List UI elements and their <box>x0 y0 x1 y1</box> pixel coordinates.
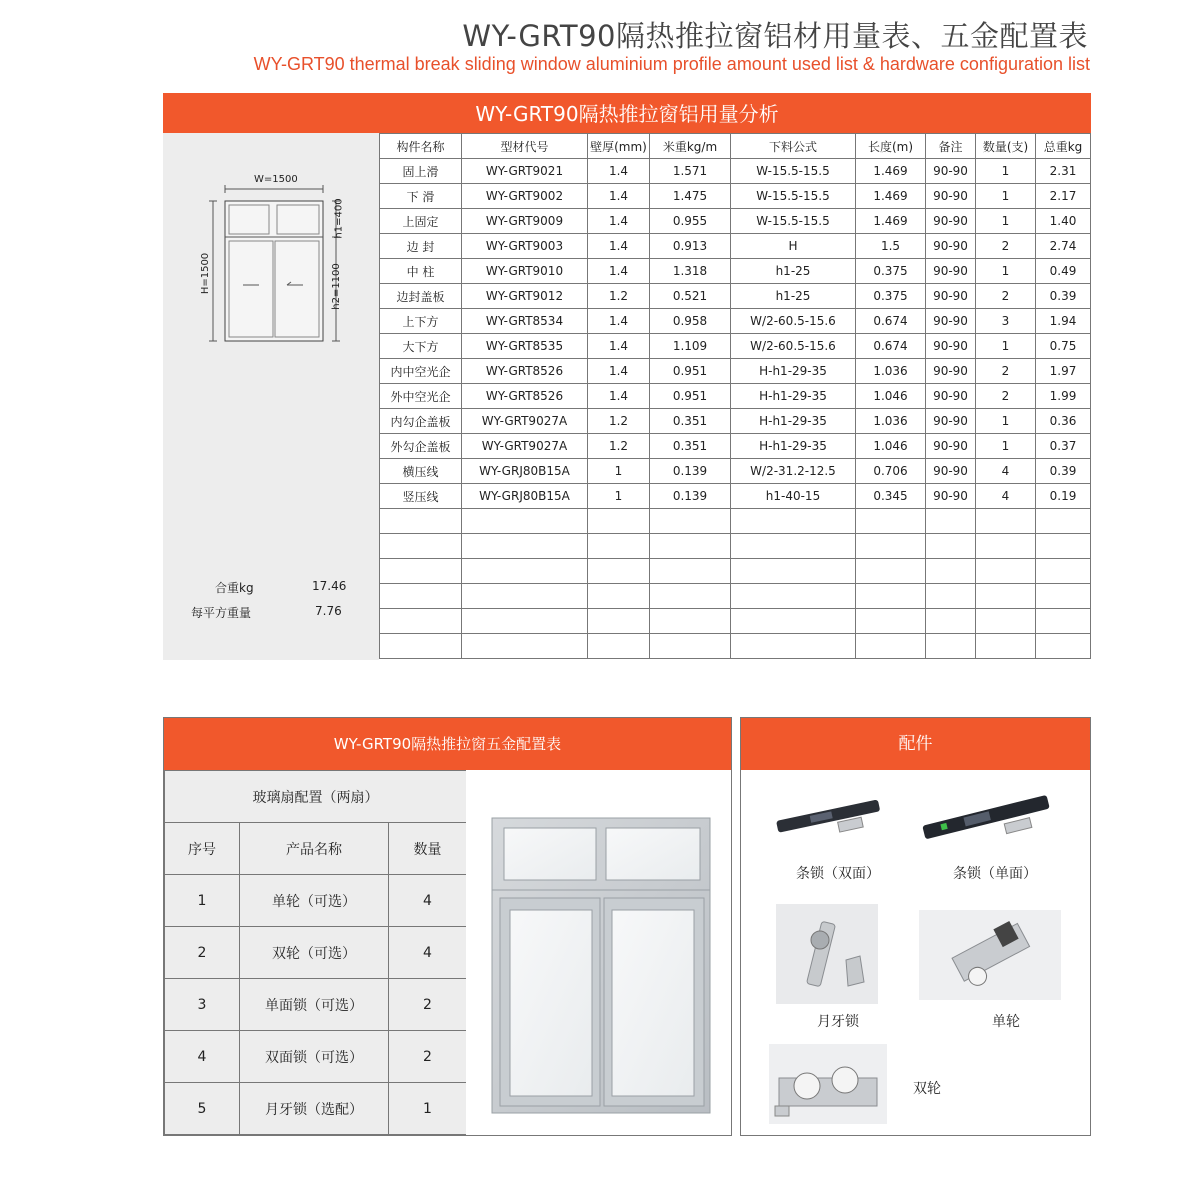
single-sided-lock-icon <box>917 786 1057 856</box>
usage-table-row <box>380 459 1091 484</box>
usage-table-cell: h1-25 <box>731 284 856 309</box>
usage-table-cell: W/2-60.5-15.6 <box>731 309 856 334</box>
usage-table-cell: 1.97 <box>1036 359 1091 384</box>
usage-table-row <box>380 509 1091 534</box>
usage-table-cell: 1.475 <box>650 184 731 209</box>
usage-table-cell <box>1036 634 1091 659</box>
usage-table-cell: 横压线 <box>380 459 462 484</box>
usage-header: WY-GRT90隔热推拉窗铝用量分析 <box>163 93 1091 133</box>
col-total-weight: 总重kg <box>1036 134 1091 159</box>
width-label: W=1500 <box>254 174 298 185</box>
usage-table-cell: 90-90 <box>926 159 976 184</box>
double-roller-label: 双轮 <box>913 1081 941 1097</box>
usage-table-cell: W/2-60.5-15.6 <box>731 334 856 359</box>
h1-label: h1=400 <box>333 198 345 239</box>
usage-table-row <box>380 434 1091 459</box>
usage-table-cell: 0.351 <box>650 409 731 434</box>
window-photo <box>466 770 731 1135</box>
usage-table-cell: WY-GRT9012 <box>462 284 588 309</box>
usage-table-cell: 0.39 <box>1036 459 1091 484</box>
usage-table-cell: 90-90 <box>926 234 976 259</box>
usage-table-row <box>380 534 1091 559</box>
usage-table-cell: W-15.5-15.5 <box>731 184 856 209</box>
usage-table-cell: 1 <box>976 409 1036 434</box>
window-drawing-panel <box>163 133 379 660</box>
usage-table-cell: WY-GRT8534 <box>462 309 588 334</box>
usage-table-row <box>380 234 1091 259</box>
usage-table-cell: 90-90 <box>926 484 976 509</box>
hardware-table-row <box>165 1031 467 1083</box>
usage-table-cell: 1 <box>976 184 1036 209</box>
hardware-table-cell: 月牙锁（选配） <box>240 1083 389 1135</box>
usage-table-cell: 0.674 <box>856 334 926 359</box>
usage-table-cell: 0.951 <box>650 359 731 384</box>
usage-table-cell <box>380 634 462 659</box>
usage-table-cell: 0.345 <box>856 484 926 509</box>
usage-table-cell: 1 <box>588 459 650 484</box>
usage-table-cell <box>650 534 731 559</box>
hardware-table-cell: 4 <box>165 1031 240 1083</box>
usage-table-cell: 1.046 <box>856 384 926 409</box>
usage-table-cell: WY-GRT9021 <box>462 159 588 184</box>
usage-table-cell: 1.2 <box>588 284 650 309</box>
usage-table-cell <box>380 509 462 534</box>
usage-table-cell: 内勾企盖板 <box>380 409 462 434</box>
usage-table-cell: 竖压线 <box>380 484 462 509</box>
hardware-table-cell: 2 <box>165 927 240 979</box>
usage-table-cell <box>976 609 1036 634</box>
usage-table-cell: 0.674 <box>856 309 926 334</box>
usage-table-cell: 0.36 <box>1036 409 1091 434</box>
col-hw-quantity: 数量 <box>389 823 467 875</box>
total-weight-label: 合重kg <box>215 581 254 595</box>
usage-table-cell: 1.4 <box>588 359 650 384</box>
usage-table-cell: 1.2 <box>588 434 650 459</box>
crescent-lock-icon <box>776 904 878 1004</box>
usage-table-cell: 1.036 <box>856 359 926 384</box>
usage-table-row <box>380 184 1091 209</box>
accessories-section <box>740 717 1091 1136</box>
usage-table-cell: 下 滑 <box>380 184 462 209</box>
usage-table-cell <box>1036 509 1091 534</box>
usage-table-cell: 上下方 <box>380 309 462 334</box>
usage-table-cell <box>380 609 462 634</box>
usage-table-cell: 2 <box>976 284 1036 309</box>
usage-table-cell: 1 <box>976 159 1036 184</box>
col-length: 长度(m) <box>856 134 926 159</box>
usage-table-cell: h1-40-15 <box>731 484 856 509</box>
usage-table-cell <box>462 534 588 559</box>
hardware-table-row <box>165 875 467 927</box>
usage-table-header <box>380 134 1091 159</box>
usage-table-cell: 2.31 <box>1036 159 1091 184</box>
usage-table-cell: 外中空光企 <box>380 384 462 409</box>
usage-table-cell <box>976 634 1036 659</box>
usage-table-cell: h1-25 <box>731 259 856 284</box>
usage-table-cell: 1.318 <box>650 259 731 284</box>
usage-table-cell: 边封盖板 <box>380 284 462 309</box>
double-sided-lock-icon <box>771 790 887 850</box>
usage-table-cell: WY-GRJ80B15A <box>462 484 588 509</box>
usage-table-cell <box>462 634 588 659</box>
usage-table-cell: WY-GRT9003 <box>462 234 588 259</box>
hardware-table-row <box>165 1083 467 1135</box>
col-serial: 序号 <box>165 823 240 875</box>
usage-table-cell: 1.4 <box>588 309 650 334</box>
usage-table-cell <box>731 584 856 609</box>
usage-table-cell: 中 柱 <box>380 259 462 284</box>
usage-table-cell: W-15.5-15.5 <box>731 159 856 184</box>
usage-table-cell: 0.375 <box>856 259 926 284</box>
page-title-cn: WY-GRT90隔热推拉窗铝材用量表、五金配置表 <box>462 19 1088 53</box>
double-roller-icon <box>769 1044 887 1124</box>
hardware-table-cell: 2 <box>389 1031 467 1083</box>
usage-table-cell: 1.109 <box>650 334 731 359</box>
col-remark: 备注 <box>926 134 976 159</box>
usage-table-row <box>380 259 1091 284</box>
col-product-name: 产品名称 <box>240 823 389 875</box>
usage-table-cell: WY-GRT9027A <box>462 409 588 434</box>
col-quantity: 数量(支) <box>976 134 1036 159</box>
usage-table-cell <box>462 509 588 534</box>
usage-table-row <box>380 359 1091 384</box>
profile-usage-table <box>379 133 1091 659</box>
usage-table-cell: 90-90 <box>926 334 976 359</box>
usage-table-cell <box>856 609 926 634</box>
usage-table-cell: 90-90 <box>926 384 976 409</box>
col-profile-code: 型材代号 <box>462 134 588 159</box>
usage-table-row <box>380 159 1091 184</box>
hardware-table-cell: 1 <box>389 1083 467 1135</box>
usage-table-cell <box>462 584 588 609</box>
usage-table-cell <box>856 509 926 534</box>
usage-table-cell: 0.375 <box>856 284 926 309</box>
usage-table-cell <box>976 584 1036 609</box>
usage-table-cell: 4 <box>976 459 1036 484</box>
usage-table-cell <box>650 584 731 609</box>
usage-table-cell: 0.39 <box>1036 284 1091 309</box>
usage-table-cell: 90-90 <box>926 284 976 309</box>
usage-table-cell <box>650 559 731 584</box>
usage-table-cell: WY-GRT8526 <box>462 359 588 384</box>
usage-table-cell: 1.2 <box>588 409 650 434</box>
usage-table-cell: 1.469 <box>856 209 926 234</box>
usage-table-cell: 1 <box>976 434 1036 459</box>
usage-table-cell <box>380 559 462 584</box>
hardware-table-cell: 双面锁（可选） <box>240 1031 389 1083</box>
usage-table-cell <box>926 609 976 634</box>
usage-table-cell <box>731 534 856 559</box>
usage-table-cell: 0.75 <box>1036 334 1091 359</box>
usage-table-cell: 90-90 <box>926 209 976 234</box>
usage-table-row <box>380 284 1091 309</box>
usage-table-cell <box>856 634 926 659</box>
usage-table-cell: 1 <box>976 259 1036 284</box>
usage-table-cell: W-15.5-15.5 <box>731 209 856 234</box>
hardware-table-cell: 单面锁（可选） <box>240 979 389 1031</box>
usage-table-cell <box>856 534 926 559</box>
usage-table-cell: 0.37 <box>1036 434 1091 459</box>
usage-table-cell: 外勾企盖板 <box>380 434 462 459</box>
usage-table-cell <box>926 534 976 559</box>
usage-table-cell <box>1036 584 1091 609</box>
usage-table-cell <box>380 534 462 559</box>
usage-table-cell: 1.469 <box>856 184 926 209</box>
usage-table-cell: 1 <box>588 484 650 509</box>
usage-table-cell <box>650 609 731 634</box>
usage-table-cell: 1.4 <box>588 334 650 359</box>
usage-table-cell: 1.4 <box>588 234 650 259</box>
usage-table-cell: 90-90 <box>926 309 976 334</box>
usage-table-cell: 1.4 <box>588 159 650 184</box>
usage-table-cell: 2.17 <box>1036 184 1091 209</box>
usage-table-cell: 2 <box>976 384 1036 409</box>
usage-table-cell <box>976 559 1036 584</box>
usage-table-cell: 内中空光企 <box>380 359 462 384</box>
usage-table-cell: 0.139 <box>650 459 731 484</box>
usage-table-cell: 90-90 <box>926 434 976 459</box>
usage-table-cell: 0.19 <box>1036 484 1091 509</box>
usage-table-cell: 1.4 <box>588 209 650 234</box>
usage-table-cell: 3 <box>976 309 1036 334</box>
height-label: H=1500 <box>200 252 212 295</box>
hardware-table-cell: 2 <box>389 979 467 1031</box>
usage-table-cell: H <box>731 234 856 259</box>
usage-table-cell <box>588 634 650 659</box>
usage-table-cell: WY-GRT8526 <box>462 384 588 409</box>
usage-table-cell: 1.99 <box>1036 384 1091 409</box>
hardware-config-table <box>164 770 467 1135</box>
usage-table-cell: WY-GRT9027A <box>462 434 588 459</box>
usage-table-row <box>380 334 1091 359</box>
hardware-table-row <box>165 979 467 1031</box>
usage-table-cell <box>588 534 650 559</box>
usage-table-cell: 0.351 <box>650 434 731 459</box>
usage-table-cell: 1.571 <box>650 159 731 184</box>
total-weight-value: 17.46 <box>312 579 347 593</box>
usage-table-cell <box>1036 559 1091 584</box>
hardware-table-row <box>165 927 467 979</box>
hardware-table-cell: 1 <box>165 875 240 927</box>
usage-table-cell: 1 <box>976 334 1036 359</box>
col-weight-per-meter: 米重kg/m <box>650 134 731 159</box>
usage-table-cell <box>976 534 1036 559</box>
usage-table-cell: 上固定 <box>380 209 462 234</box>
glass-sash-config-label: 玻璃扇配置（两扇） <box>165 771 467 823</box>
hardware-table-cell: 3 <box>165 979 240 1031</box>
usage-table-cell <box>1036 609 1091 634</box>
usage-table-cell: WY-GRT9002 <box>462 184 588 209</box>
usage-table-cell: 0.521 <box>650 284 731 309</box>
usage-table-cell <box>731 634 856 659</box>
usage-table-cell: 0.49 <box>1036 259 1091 284</box>
usage-table-cell: 4 <box>976 484 1036 509</box>
usage-table-cell: 90-90 <box>926 359 976 384</box>
usage-table-cell: 0.955 <box>650 209 731 234</box>
usage-table-cell: H-h1-29-35 <box>731 384 856 409</box>
usage-table-cell: 0.951 <box>650 384 731 409</box>
usage-table-cell: 90-90 <box>926 259 976 284</box>
usage-table-cell <box>731 609 856 634</box>
usage-table-cell <box>856 559 926 584</box>
usage-table-cell: 大下方 <box>380 334 462 359</box>
usage-table-cell <box>976 509 1036 534</box>
usage-table-cell <box>926 634 976 659</box>
usage-table-cell: 0.706 <box>856 459 926 484</box>
usage-table-cell: WY-GRT9009 <box>462 209 588 234</box>
usage-table-cell: W/2-31.2-12.5 <box>731 459 856 484</box>
usage-table-cell: 1.4 <box>588 384 650 409</box>
usage-table-cell: H-h1-29-35 <box>731 359 856 384</box>
usage-table-cell: 1.036 <box>856 409 926 434</box>
usage-table-cell <box>650 509 731 534</box>
page-title-en: WY-GRT90 thermal break sliding window aluminium profile amount used list & hardware configuration list <box>253 54 1090 74</box>
usage-table-cell: 1.5 <box>856 234 926 259</box>
usage-table-cell: H-h1-29-35 <box>731 434 856 459</box>
col-cutting-formula: 下料公式 <box>731 134 856 159</box>
hardware-header: WY-GRT90隔热推拉窗五金配置表 <box>164 718 731 770</box>
usage-table-cell: 90-90 <box>926 184 976 209</box>
usage-table-cell: 90-90 <box>926 409 976 434</box>
usage-table-cell <box>731 559 856 584</box>
profile-usage-section <box>163 93 1091 660</box>
usage-table-cell <box>731 509 856 534</box>
usage-table-cell: 0.958 <box>650 309 731 334</box>
usage-table-cell: 边 封 <box>380 234 462 259</box>
usage-table-cell <box>650 634 731 659</box>
usage-table-cell: 2 <box>976 359 1036 384</box>
sliding-window-image <box>466 770 731 1135</box>
hardware-table-cell: 单轮（可选） <box>240 875 389 927</box>
usage-table-cell: WY-GRT9010 <box>462 259 588 284</box>
hardware-table-cell: 4 <box>389 875 467 927</box>
usage-table-row <box>380 484 1091 509</box>
usage-table-cell: 90-90 <box>926 459 976 484</box>
usage-table-row <box>380 209 1091 234</box>
double-sided-lock-label: 条锁（双面） <box>796 866 880 882</box>
usage-table-cell: 1 <box>976 209 1036 234</box>
usage-table-cell <box>588 584 650 609</box>
usage-table-row <box>380 584 1091 609</box>
usage-table-row <box>380 634 1091 659</box>
hardware-table-cell: 4 <box>389 927 467 979</box>
h2-label: h2=1100 <box>330 263 342 310</box>
usage-table-row <box>380 384 1091 409</box>
usage-table-cell: 1.40 <box>1036 209 1091 234</box>
col-component-name: 构件名称 <box>380 134 462 159</box>
usage-table-cell <box>926 559 976 584</box>
usage-table-row <box>380 559 1091 584</box>
usage-table-cell <box>856 584 926 609</box>
usage-table-cell <box>380 584 462 609</box>
single-roller-icon <box>919 910 1061 1000</box>
hardware-table-cell: 5 <box>165 1083 240 1135</box>
usage-table-cell: 0.139 <box>650 484 731 509</box>
usage-table-cell <box>1036 534 1091 559</box>
usage-table-cell: 2 <box>976 234 1036 259</box>
hardware-table-header <box>165 823 467 875</box>
usage-table-cell <box>462 609 588 634</box>
single-roller-label: 单轮 <box>992 1014 1020 1030</box>
usage-table-cell <box>588 509 650 534</box>
usage-table-cell: 1.046 <box>856 434 926 459</box>
single-sided-lock-label: 条锁（单面） <box>953 866 1037 882</box>
usage-table-cell <box>926 584 976 609</box>
hardware-table-cell: 双轮（可选） <box>240 927 389 979</box>
usage-table-cell: 1.4 <box>588 259 650 284</box>
hardware-config-section <box>163 717 732 1136</box>
usage-table-cell <box>462 559 588 584</box>
usage-table-row <box>380 309 1091 334</box>
usage-table-cell: 1.4 <box>588 184 650 209</box>
usage-table-cell: WY-GRJ80B15A <box>462 459 588 484</box>
usage-table-row <box>380 409 1091 434</box>
usage-table-cell <box>926 509 976 534</box>
usage-table-cell: H-h1-29-35 <box>731 409 856 434</box>
usage-table-cell: 固上滑 <box>380 159 462 184</box>
usage-table-row <box>380 609 1091 634</box>
usage-table-cell: WY-GRT8535 <box>462 334 588 359</box>
usage-table-cell <box>588 609 650 634</box>
weight-per-sqm-value: 7.76 <box>315 604 342 618</box>
usage-table-cell: 1.94 <box>1036 309 1091 334</box>
usage-table-cell: 1.469 <box>856 159 926 184</box>
usage-table-cell <box>588 559 650 584</box>
usage-table-cell: 2.74 <box>1036 234 1091 259</box>
col-wall-thickness: 壁厚(mm) <box>588 134 650 159</box>
accessories-header: 配件 <box>741 718 1090 770</box>
usage-table-cell: 0.913 <box>650 234 731 259</box>
crescent-lock-label: 月牙锁 <box>817 1014 859 1030</box>
weight-per-sqm-label: 每平方重量 <box>191 606 252 620</box>
